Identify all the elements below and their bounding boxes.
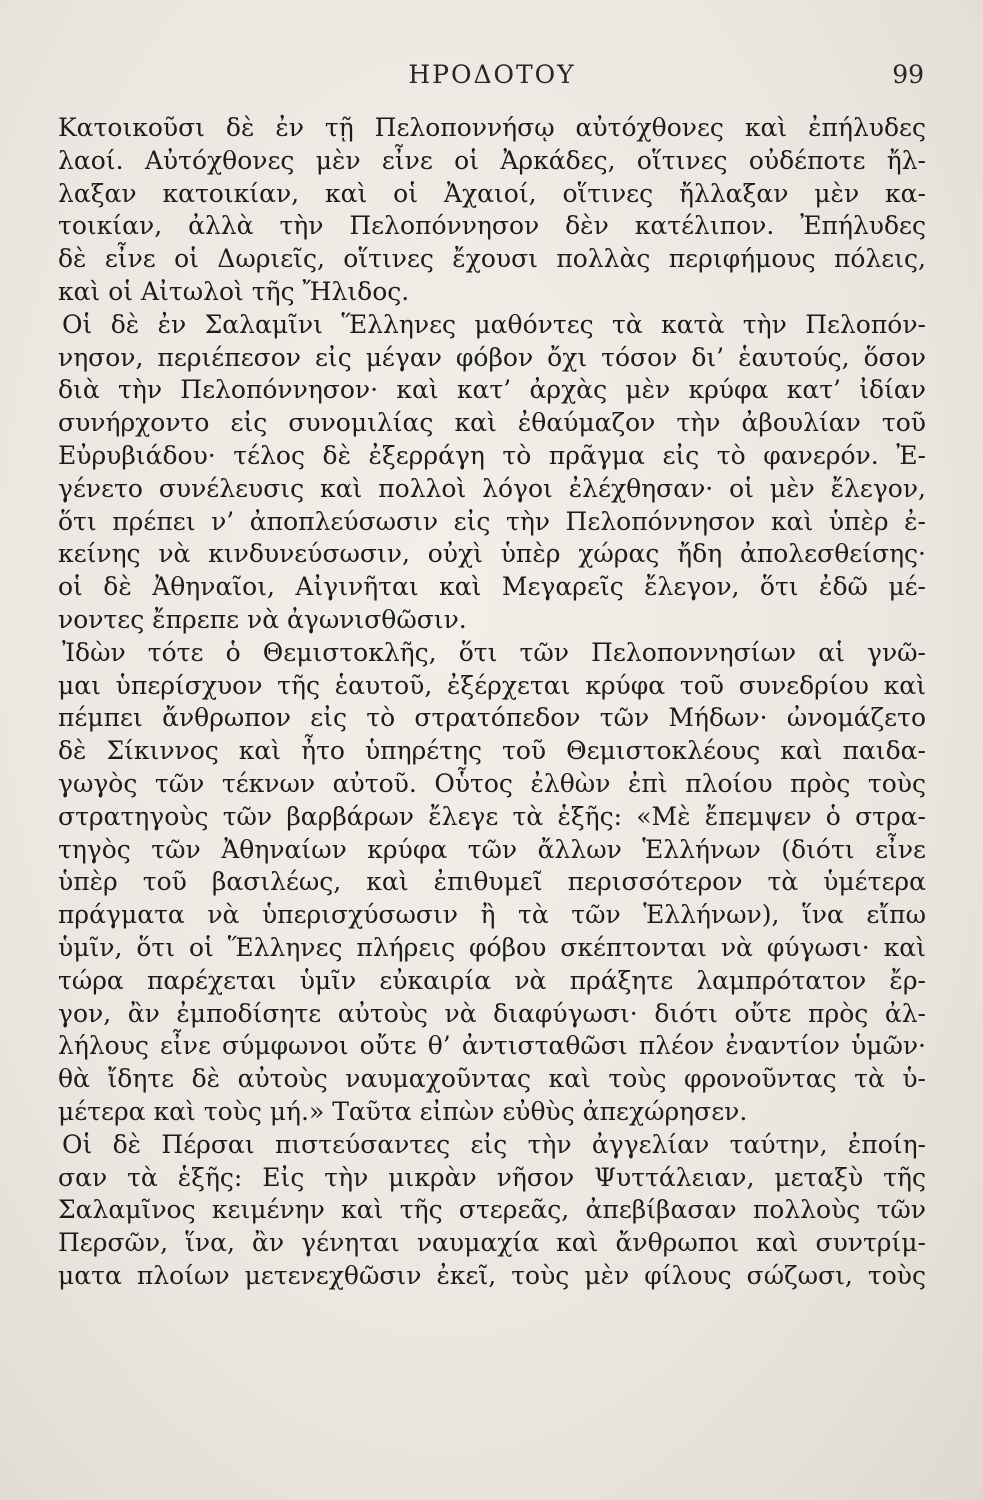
text-line: λήλους εἶνε σύμφωνοι οὔτε θ’ ἀντισταθῶσι πλέον ἐναντίον ὑμῶν· bbox=[58, 1031, 926, 1061]
text-line: γένετο συνέλευσις καὶ πολλοὶ λόγοι ἐλέχθησαν· οἱ μὲν ἔλεγον, bbox=[58, 473, 926, 503]
text-line: μαι ὑπερίσχυον τῆς ἑαυτοῦ, ἐξέρχεται κρύφα τοῦ συνεδρίου καὶ bbox=[58, 670, 926, 700]
text-line: ὑπὲρ τοῦ βασιλέως, καὶ ἐπιθυμεῖ περισσότερον τὰ ὑμέτερα bbox=[58, 867, 926, 897]
text-line: οἱ δὲ Ἀθηναῖοι, Αἰγινῆται καὶ Μεγαρεῖς ἔλεγον, ὅτι ἐδῶ μέ- bbox=[58, 572, 926, 602]
text-line: διὰ τὴν Πελοπόννησον· καὶ κατ’ ἀρχὰς μὲν κρύφα κατ’ ἰδίαν bbox=[58, 375, 926, 405]
text-line: Περσῶν, ἵνα, ἂν γένηται ναυμαχία καὶ ἄνθρωποι καὶ συντρίμ- bbox=[58, 1228, 926, 1258]
text-line: καὶ οἱ Αἰτωλοὶ τῆς Ἤλιδος. bbox=[58, 276, 410, 306]
text-line: ὅτι πρέπει ν’ ἀποπλεύσωσιν εἰς τὴν Πελοπόννησον καὶ ὑπὲρ ἐ- bbox=[58, 506, 926, 536]
text-line: μέτερα καὶ τοὺς μή.» Ταῦτα εἰπὼν εὐθὺς ἀπεχώρησεν. bbox=[58, 1096, 748, 1126]
text-line: Οἱ δὲ Πέρσαι πιστεύσαντες εἰς τὴν ἀγγελίαν ταύτην, ἐποίη- bbox=[62, 1129, 926, 1159]
text-line: νοντες ἔπρεπε νὰ ἀγωνισθῶσιν. bbox=[58, 604, 467, 634]
text-line: ματα πλοίων μετενεχθῶσιν ἐκεῖ, τοὺς μὲν φίλους σώζωσι, τοὺς bbox=[58, 1260, 926, 1290]
text-line: γον, ἂν ἐμποδίσητε αὐτοὺς νὰ διαφύγωσι· διότι οὔτε πρὸς ἀλ- bbox=[58, 998, 926, 1028]
text-line: κείνης νὰ κινδυνεύσωσιν, οὐχὶ ὑπὲρ χώρας ἤδη ἀπολεσθείσης· bbox=[58, 539, 926, 569]
body-text bbox=[58, 112, 926, 1293]
text-line: δὲ εἶνε οἱ Δωριεῖς, οἵτινες ἔχουσι πολλὰς περιφήμους πόλεις, bbox=[58, 244, 926, 274]
text-line: στρατηγοὺς τῶν βαρβάρων ἔλεγε τὰ ἑξῆς: «Μὲ ἔπεμψεν ὁ στρα- bbox=[58, 801, 926, 831]
text-line: σαν τὰ ἑξῆς: Εἰς τὴν μικρὰν νῆσον Ψυττάλειαν, μεταξὺ τῆς bbox=[58, 1162, 926, 1192]
text-line: Ἰδὼν τότε ὁ Θεμιστοκλῆς, ὅτι τῶν Πελοποννησίων αἱ γνῶ- bbox=[62, 637, 926, 667]
page-number: 99 bbox=[892, 60, 924, 89]
text-line: συνήρχοντο εἰς συνομιλίας καὶ ἐθαύμαζον τὴν ἀβουλίαν τοῦ bbox=[58, 408, 926, 438]
text-line: δὲ Σίκιννος καὶ ἦτο ὑπηρέτης τοῦ Θεμιστοκλέους καὶ παιδα- bbox=[58, 736, 926, 766]
text-line: Εὐρυβιάδου· τέλος δὲ ἐξερράγη τὸ πρᾶγμα εἰς τὸ φανερόν. Ἐ- bbox=[58, 440, 926, 470]
running-head bbox=[58, 60, 926, 100]
text-line: ὑμῖν, ὅτι οἱ Ἕλληνες πλήρεις φόβου σκέπτονται νὰ φύγωσι· καὶ bbox=[58, 932, 926, 962]
text-line: πέμπει ἄνθρωπον εἰς τὸ στρατόπεδον τῶν Μήδων· ὠνομάζετο bbox=[58, 703, 926, 733]
text-line: Σαλαμῖνος κειμένην καὶ τῆς στερεᾶς, ἀπεβίβασαν πολλοὺς τῶν bbox=[58, 1195, 926, 1225]
running-title: ΗΡΟΔΟΤΟΥ bbox=[408, 60, 576, 89]
text-line: τοικίαν, ἀλλὰ τὴν Πελοπόννησον δὲν κατέλιπον. Ἐπήλυδες bbox=[58, 211, 926, 241]
text-line: τηγὸς τῶν Ἀθηναίων κρύφα τῶν ἄλλων Ἑλλήνων (διότι εἶνε bbox=[58, 834, 926, 864]
text-line: γωγὸς τῶν τέκνων αὐτοῦ. Οὗτος ἐλθὼν ἐπὶ πλοίου πρὸς τοὺς bbox=[58, 768, 926, 798]
text-line: λαοί. Αὐτόχθονες μὲν εἶνε οἱ Ἀρκάδες, οἵτινες οὐδέποτε ἤλ- bbox=[58, 145, 926, 175]
text-line: Κατοικοῦσι δὲ ἐν τῇ Πελοποννήσῳ αὐτόχθονες καὶ ἐπήλυδες bbox=[58, 113, 926, 142]
text-line: λαξαν κατοικίαν, καὶ οἱ Ἀχαιοί, οἵτινες ἤλλαξαν μὲν κα- bbox=[58, 178, 926, 208]
text-line: τώρα παρέχεται ὑμῖν εὐκαιρία νὰ πράξητε λαμπρότατον ἔρ- bbox=[58, 965, 926, 995]
text-line: νησον, περιέπεσον εἰς μέγαν φόβον ὄχι τόσον δι’ ἑαυτούς, ὅσον bbox=[58, 342, 926, 372]
text-line: Οἱ δὲ ἐν Σαλαμῖνι Ἕλληνες μαθόντες τὰ κατὰ τὴν Πελοπόν- bbox=[62, 309, 926, 339]
text-line: πράγματα νὰ ὑπερισχύσωσιν ἢ τὰ τῶν Ἑλλήνων), ἵνα εἴπω bbox=[58, 900, 926, 930]
text-line: θὰ ἴδητε δὲ αὐτοὺς ναυμαχοῦντας καὶ τοὺς φρονοῦντας τὰ ὑ- bbox=[58, 1064, 926, 1094]
